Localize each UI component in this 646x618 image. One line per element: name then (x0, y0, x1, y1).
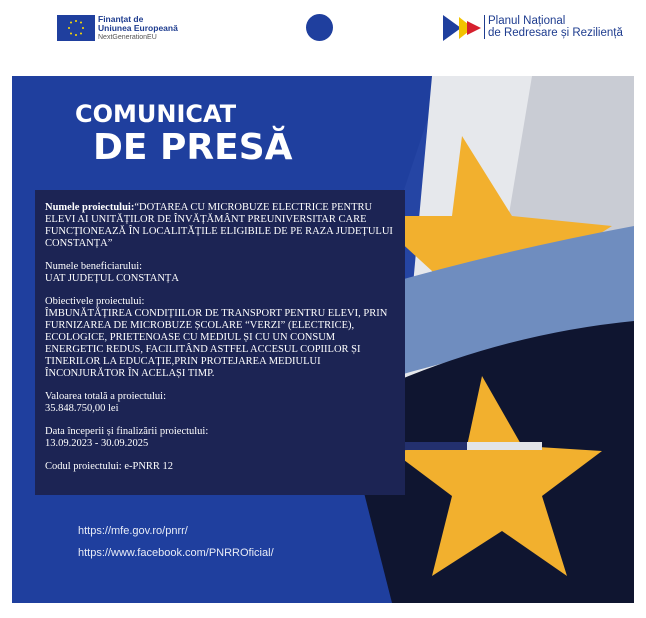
beneficiary: UAT JUDEȚUL CONSTANȚA (45, 273, 179, 284)
links (78, 520, 274, 564)
project-name-block (45, 202, 395, 250)
project-value: 35.848.750,00 lei (45, 403, 119, 414)
value-label: Valoarea totală a proiectului: (45, 391, 166, 402)
title-line2: DE PRESĂ (93, 127, 293, 168)
value-block (45, 391, 395, 415)
eu-line2: Uniunea Europeană (98, 23, 178, 33)
beneficiary-block (45, 261, 395, 285)
project-code: e-PNRR 12 (124, 461, 174, 472)
pnrr-line1: Planul Național (488, 15, 566, 27)
facebook-link[interactable]: https://www.facebook.com/PNRROficial/ (78, 547, 274, 559)
eu-line3: NextGenerationEU (98, 34, 157, 41)
project-info-box (35, 190, 405, 495)
project-name-label: Numele proiectului: (45, 202, 135, 213)
objectives-label: Obiectivele proiectului: (45, 296, 145, 307)
eu-flag-icon (57, 15, 95, 41)
government-seal-icon (306, 14, 333, 41)
code-block (45, 461, 395, 473)
beneficiary-label: Numele beneficiarului: (45, 261, 143, 272)
objectives-block (45, 296, 395, 380)
page-title (75, 100, 293, 168)
pnrr-logo-text (484, 15, 623, 39)
project-name: “DOTAREA CU MICROBUZE ELECTRICE PENTRU ELEVI AI UNITĂȚILOR DE ÎNVĂȚĂMÂNT PREUNIVERSITAR CARE FUNCȚIONEAZĂ ÎN LOCALITĂȚILE ELIGIBILE DE PE RAZA JUDEȚULUI CONSTANȚA” (45, 202, 393, 249)
dates-block (45, 426, 395, 450)
eu-line1: Finanțat de (98, 14, 144, 24)
pnrr-line2: de Redresare și Reziliență (488, 27, 623, 39)
code-label: Codul proiectului: (45, 461, 122, 472)
objectives: ÎMBUNĂTĂȚIREA CONDIȚIILOR DE TRANSPORT PENTRU ELEVI, PRIN FURNIZAREA DE MICROBUZE ȘCOLARE “VERZI” (ELECTRICE), ECOLOGICE, PRIETENOASE CU MEDIUL ȘI CU UN CONSUM ENERGETIC REDUS, FACILITÂND ASTFEL ACCESUL COPIILOR ȘI TINERILOR LA EDUCAȚIE,PRIN PROTEJAREA MEDIULUI ÎNCONJURĂTOR ÎN ACELAȘI TIMP. (45, 308, 388, 379)
pnrr-logo-icon (443, 15, 481, 41)
project-dates: 13.09.2023 - 30.09.2025 (45, 438, 149, 449)
mfe-link[interactable]: https://mfe.gov.ro/pnrr/ (78, 525, 188, 537)
eu-logo-text (98, 15, 178, 42)
title-line1: COMUNICAT (75, 100, 237, 128)
header (0, 0, 646, 60)
dates-label: Data începerii și finalizării proiectului: (45, 426, 209, 437)
